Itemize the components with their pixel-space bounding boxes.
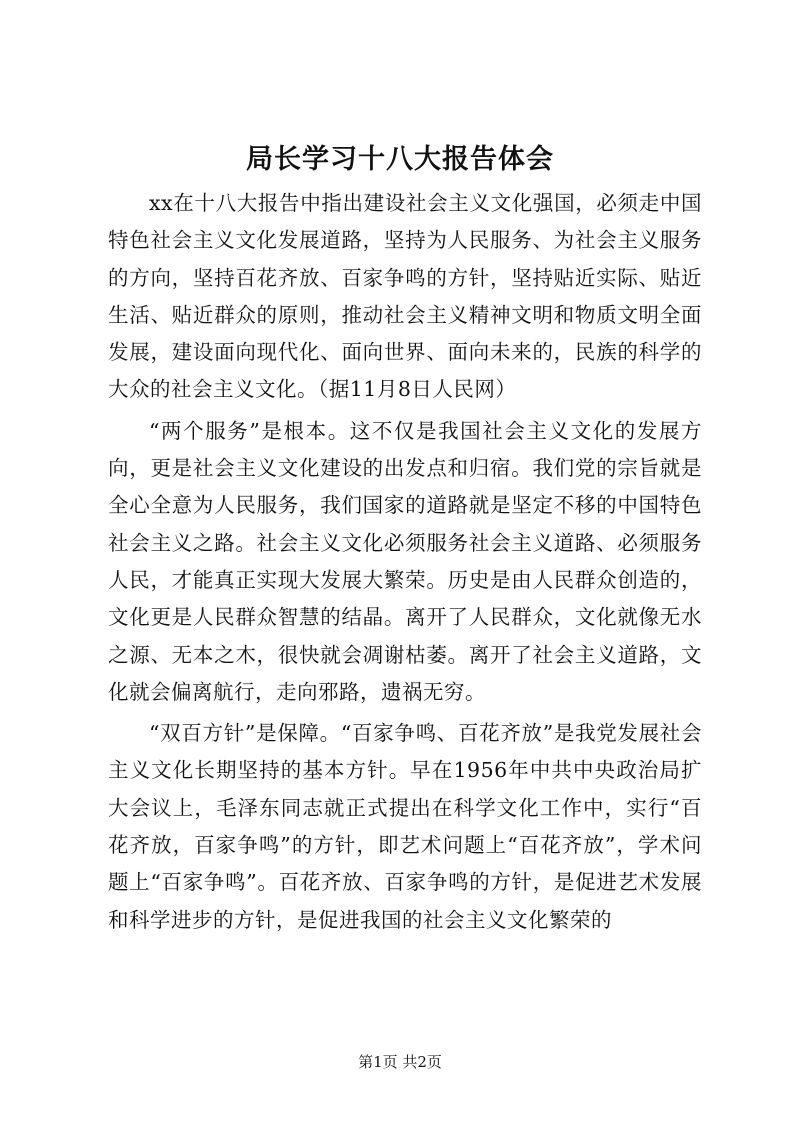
paragraph: “两个服务”是根本。这不仅是我国社会主义文化的发展方向，更是社会主义文化建设的出发点和归宿。我们党的宗旨就是全心全意为人民服务，我们国家的道路就是坚定不移的中国特色社会主义之路。社会主义文化必须服务社会主义道路、必须服务人民，才能真正实现大发展大繁荣。历史是由人民群众创造的，文化更是人民群众智慧的结晶。离开了人民群众，文化就像无水之源、无本之木，很快就会凋谢枯萎。离开了社会主义道路，文化就会偏离航行，走向邪路，遗祸无穷。 [108, 418, 702, 704]
paragraph: “双百方针”是保障。“百家争鸣、百花齐放”是我党发展社会主义文化长期坚持的基本方针。早在1956年中共中央政治局扩大会议上，毛泽东同志就正式提出在科学文化工作中，实行“百花齐放，百家争鸣”的方针，即艺术问题上“百花齐放”，学术问题上“百家争鸣”。百花齐放、百家争鸣的方针，是促进艺术发展和科学进步的方针，是促进我国的社会主义文化繁荣的 [108, 721, 702, 932]
document-title: 局长学习十八大报告体会 [246, 144, 554, 175]
paragraph: xx在十八大报告中指出建设社会主义文化强国，必须走中国特色社会主义文化发展道路，坚持为人民服务、为社会主义服务的方向，坚持百花齐放、百家争鸣的方针，坚持贴近实际、贴近生活、贴近群众的原则，推动社会主义精神文明和物质文明全面发展，建设面向现代化、面向世界、面向未来的，民族的科学的大众的社会主义文化。（据11月8日人民网） [108, 191, 702, 402]
page-number-footer: 第1页 共2页 [358, 1053, 442, 1071]
document-body [108, 185, 702, 943]
